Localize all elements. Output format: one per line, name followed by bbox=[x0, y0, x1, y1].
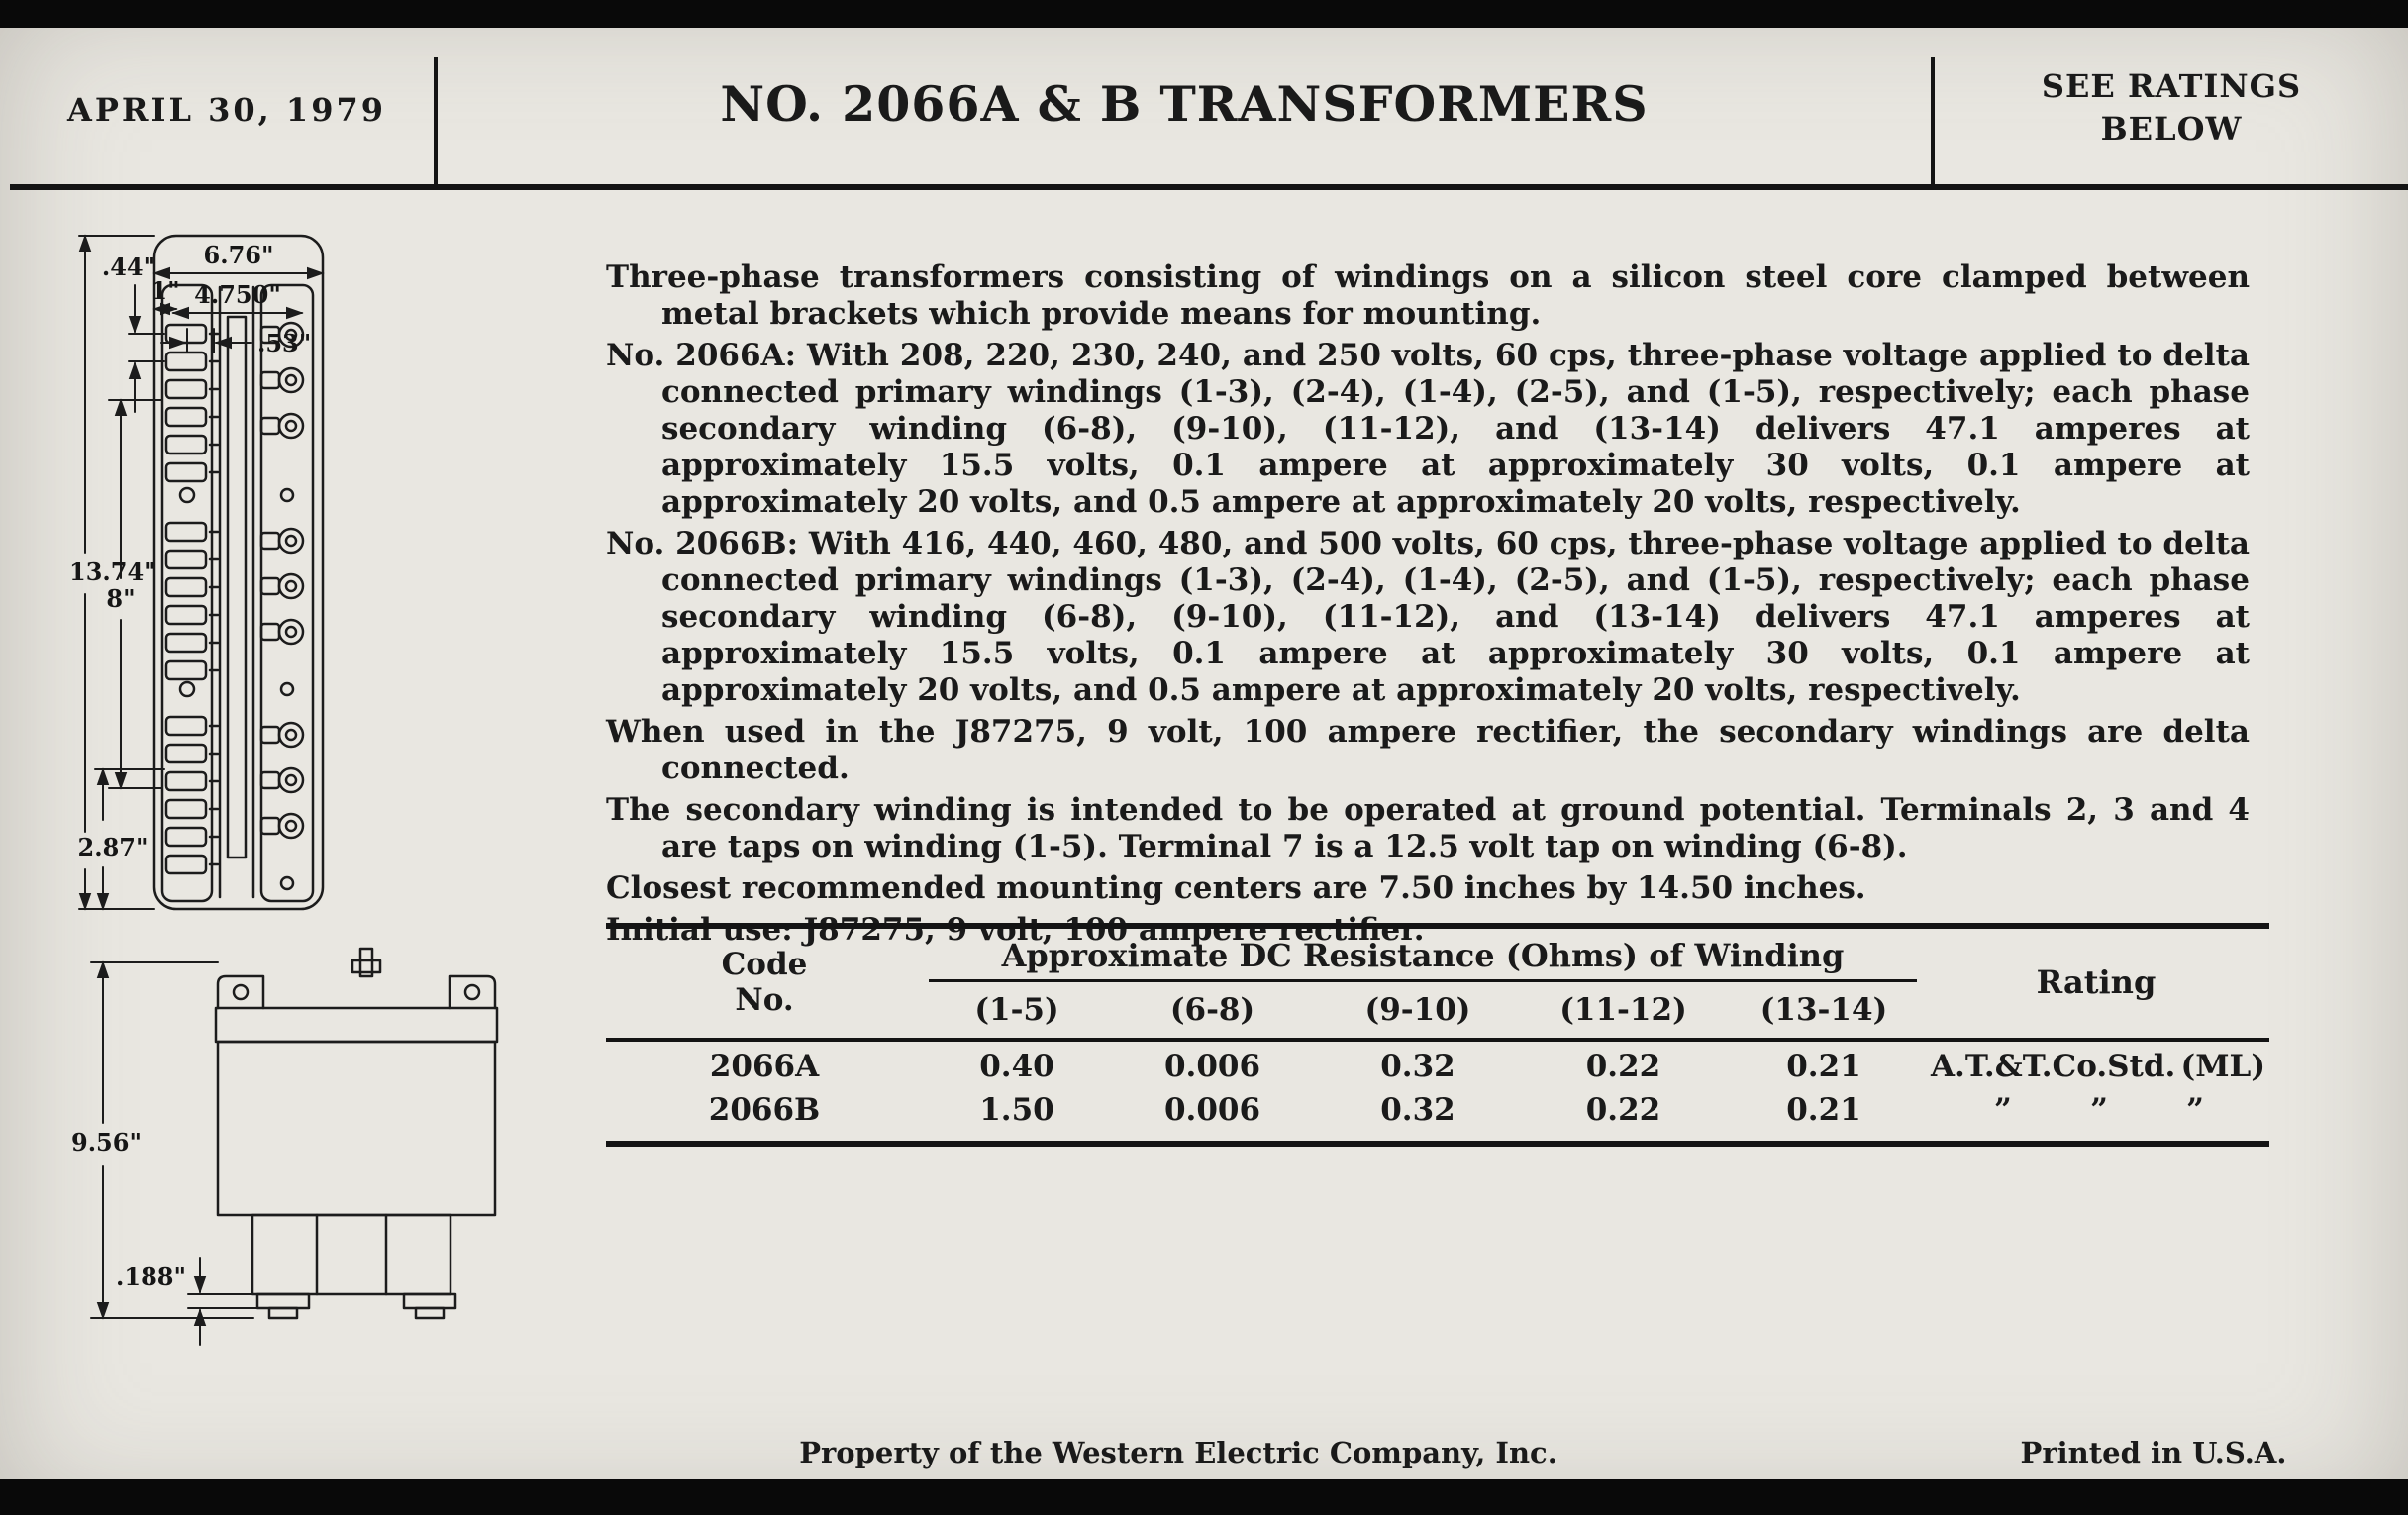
ditto-mark: ” bbox=[2186, 1092, 2204, 1128]
dim-side-height-overall: 9.56" bbox=[71, 1128, 142, 1157]
table-row-2066a bbox=[606, 1048, 2269, 1085]
column-header-winding-11-12: (11-12) bbox=[1559, 992, 1687, 1028]
code-header-line2: No. bbox=[735, 982, 794, 1018]
dim-width-centers: 4.750" bbox=[194, 280, 281, 309]
description-text-block bbox=[606, 259, 2250, 954]
property-notice: Property of the Western Electric Company, Inc. bbox=[799, 1436, 1557, 1469]
header-rule bbox=[10, 184, 2408, 190]
dim-height-overall: 13.74" bbox=[69, 557, 156, 586]
code-header-line1: Code bbox=[721, 947, 808, 982]
table-row-2066b bbox=[606, 1091, 2269, 1129]
ratings-note-line2: BELOW bbox=[2100, 110, 2243, 148]
rating-class: (ML) bbox=[2180, 1049, 2265, 1084]
cell-code: 2066A bbox=[709, 1049, 820, 1084]
transformer-front-view-drawing bbox=[69, 226, 545, 919]
dim-height-mid: 8" bbox=[106, 584, 136, 613]
scan-artifact-top-bar bbox=[0, 0, 2408, 28]
side-view-outline bbox=[216, 949, 497, 1318]
cell-resistance: 0.21 bbox=[1786, 1092, 1861, 1128]
paragraph-secondary-winding: The secondary winding is intended to be operated at ground potential. Terminals 2, 3 and 4 are taps on winding (1-5). Terminal 7 is a 12.5 volt tap on winding (6-8). bbox=[606, 792, 2250, 864]
dim-foot-thickness: .188" bbox=[116, 1262, 186, 1291]
resistance-table bbox=[606, 923, 2269, 1147]
ratings-note-line1: SEE RATINGS bbox=[2041, 67, 2302, 105]
transformer-side-view-drawing bbox=[69, 943, 545, 1368]
column-header-winding-1-5: (1-5) bbox=[974, 992, 1059, 1028]
dim-width-overall: 6.76" bbox=[203, 241, 274, 269]
dim-terminal-pitch: .44" bbox=[101, 252, 156, 281]
ditto-mark: ” bbox=[1994, 1092, 2012, 1128]
paragraph-mounting-centers: Closest recommended mounting centers are 7.50 inches by 14.50 inches. bbox=[606, 870, 1866, 906]
column-header-rating: Rating bbox=[2036, 963, 2157, 1001]
cell-resistance: 0.006 bbox=[1163, 1049, 1261, 1084]
document-date: APRIL 30, 1979 bbox=[67, 91, 386, 129]
cell-resistance: 0.22 bbox=[1585, 1049, 1661, 1084]
cell-rating-ditto bbox=[1923, 1091, 2269, 1129]
paragraph-initial-use: Initial use: J87275, 9 volt, 100 ampere rectifier. bbox=[606, 912, 1425, 948]
printed-in-usa: Printed in U.S.A. bbox=[2020, 1436, 2287, 1469]
cell-resistance: 0.21 bbox=[1786, 1049, 1861, 1084]
cell-resistance: 0.32 bbox=[1380, 1049, 1455, 1084]
winding-group-header bbox=[923, 937, 1923, 1028]
winding-column-headers bbox=[923, 982, 1923, 1028]
ditto-mark: ” bbox=[2090, 1092, 2108, 1128]
column-header-winding-6-8: (6-8) bbox=[1169, 992, 1255, 1028]
column-header-winding-13-14: (13-14) bbox=[1759, 992, 1888, 1028]
cell-resistance: 0.40 bbox=[979, 1049, 1054, 1084]
cell-code: 2066B bbox=[708, 1092, 821, 1128]
rating-text: A.T.&T.Co.Std. bbox=[1931, 1049, 2176, 1084]
cell-resistance: 0.32 bbox=[1380, 1092, 1455, 1128]
page-title: NO. 2066A & B TRANSFORMERS bbox=[720, 75, 1649, 133]
cell-rating bbox=[1923, 1048, 2269, 1085]
paragraph-2066a: No. 2066A: With 208, 220, 230, 240, and 250 volts, 60 cps, three-phase voltage applied to delta connected primary windings (1-3), (2-4), (1-4), (2-5), and (1-5), respectively; each phase secondary winding (6-8), (9-10), (11-12), and (13-14) delivers 47.1 amperes at approximately 15.5 volts, 0.1 ampere at approximately 30 volts, 0.1 ampere at approximately 20 volts, and 0.5 ampere at approximately 20 volts, respectively. bbox=[606, 338, 2250, 520]
left-terminal-strip bbox=[166, 325, 218, 873]
paragraph-rectifier-use: When used in the J87275, 9 volt, 100 ampere rectifier, the secondary windings are delta connected. bbox=[606, 714, 2250, 786]
column-header-code bbox=[606, 947, 923, 1018]
right-terminal-strip bbox=[261, 323, 303, 889]
cell-resistance: 0.006 bbox=[1163, 1092, 1261, 1128]
ratings-note bbox=[1935, 65, 2408, 151]
cell-resistance: 1.50 bbox=[979, 1092, 1054, 1128]
paragraph-general: Three-phase transformers consisting of windings on a silicon steel core clamped between metal brackets which provide means for mounting. bbox=[606, 259, 2250, 332]
cell-resistance: 0.22 bbox=[1585, 1092, 1661, 1128]
column-header-winding-9-10: (9-10) bbox=[1364, 992, 1471, 1028]
group-header-label: Approximate DC Resistance (Ohms) of Winding bbox=[929, 937, 1917, 982]
dim-one-inch: 1" bbox=[150, 276, 180, 305]
paragraph-2066b: No. 2066B: With 416, 440, 460, 480, and 500 volts, 60 cps, three-phase voltage applied to delta connected primary windings (1-3), (2-4), (1-4), (2-5), and (1-5), respectively; each phase secondary winding (6-8), (9-10), (11-12), and (13-14) delivers 47.1 amperes at approximately 15.5 volts, 0.1 ampere at approximately 30 volts, 0.1 ampere at approximately 20 volts, and 0.5 ampere at approximately 20 volts, respectively. bbox=[606, 526, 2250, 708]
table-header bbox=[606, 937, 2269, 1042]
scan-artifact-bottom-bar bbox=[0, 1479, 2408, 1515]
dim-edge-offset: .53" bbox=[257, 329, 312, 357]
dim-height-lower: 2.87" bbox=[77, 833, 149, 861]
